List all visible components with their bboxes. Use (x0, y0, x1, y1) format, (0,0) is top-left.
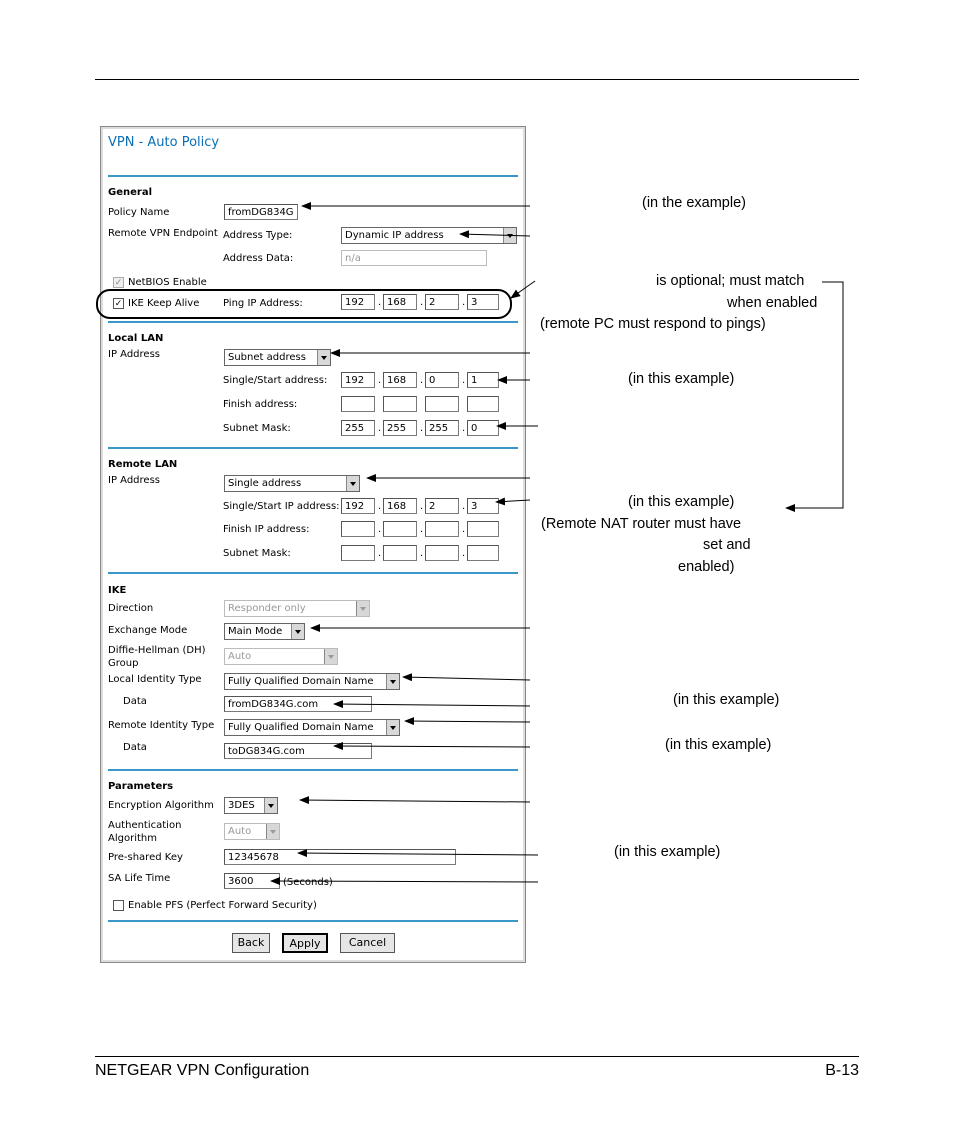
dot: . (420, 524, 424, 535)
dh-label-line1: Diffie-Hellman (DH) (108, 645, 206, 656)
dot: . (378, 375, 382, 386)
panel-title: VPN - Auto Policy (108, 135, 220, 150)
auth-label-line1: Authentication (108, 820, 182, 831)
local-start-octet-3[interactable]: 0 (425, 372, 459, 388)
remote-finish-label: Finish IP address: (223, 524, 310, 535)
local-lan-heading: Local LAN (108, 333, 164, 344)
direction-label: Direction (108, 603, 154, 614)
ping-ip-octet-1[interactable]: 192 (341, 294, 375, 310)
local-start-label: Single/Start address: (223, 375, 328, 386)
callout-line (405, 721, 530, 722)
encryption-value: 3DES (228, 800, 255, 811)
callout-line (334, 704, 530, 706)
local-start-octet-4[interactable]: 1 (467, 372, 499, 388)
local-start-octet-1[interactable]: 192 (341, 372, 375, 388)
callout-line (271, 881, 538, 882)
remote-start-octet-4[interactable]: 3 (467, 498, 499, 514)
ike-heading: IKE (108, 585, 127, 596)
callout-line (496, 500, 530, 502)
local-ip-address-label: IP Address (108, 349, 160, 360)
local-mask-label: Subnet Mask: (223, 423, 291, 434)
local-mask-octet-1[interactable]: 255 (341, 420, 375, 436)
address-data-label: Address Data: (223, 253, 294, 264)
dot: . (420, 501, 424, 512)
dot: . (420, 548, 424, 559)
dot: . (462, 548, 466, 559)
remote-identity-label: Remote Identity Type (108, 720, 215, 731)
dot: . (378, 297, 382, 308)
remote-start-octet-3[interactable]: 2 (425, 498, 459, 514)
note-policy-name: (in the example) (642, 195, 746, 211)
pfs-label: Enable PFS (Perfect Forward Security) (128, 900, 317, 911)
remote-data-label: Data (123, 742, 147, 753)
local-mask-octet-4[interactable]: 0 (467, 420, 499, 436)
dot: . (378, 423, 382, 434)
note-keepalive-3: (remote PC must respond to pings) (540, 316, 766, 332)
bracket-line (786, 282, 843, 508)
local-ip-type-value: Subnet address (228, 352, 306, 363)
footer-page-number: B-13 (825, 1062, 859, 1079)
dot: . (378, 548, 382, 559)
local-mask-octet-2[interactable]: 255 (383, 420, 417, 436)
ping-ip-octet-2[interactable]: 168 (383, 294, 417, 310)
auth-algorithm-value: Auto (228, 826, 252, 837)
address-type-value: Dynamic IP address (345, 230, 444, 241)
psk-input[interactable]: 12345678 (224, 849, 456, 865)
auth-label-line2: Algorithm (108, 833, 157, 844)
exchange-mode-label: Exchange Mode (108, 625, 188, 636)
local-identity-value: Fully Qualified Domain Name (228, 676, 374, 687)
apply-button[interactable]: Apply (282, 933, 328, 953)
note-local-data: (in this example) (673, 692, 780, 708)
ping-ip-octet-3[interactable]: 2 (425, 294, 459, 310)
direction-value: Responder only (228, 603, 306, 614)
policy-name-input[interactable]: fromDG834G (224, 204, 298, 220)
callout-line (403, 677, 530, 680)
dh-group-value: Auto (228, 651, 252, 662)
note-remote-1: (in this example) (628, 494, 735, 510)
address-type-label: Address Type: (223, 230, 293, 241)
ike-keepalive-checkbox[interactable]: ✓ (114, 298, 123, 308)
cancel-button[interactable]: Cancel (340, 933, 395, 953)
remote-mask-label: Subnet Mask: (223, 548, 291, 559)
note-local-start: (in this example) (628, 371, 735, 387)
callout-line (300, 800, 530, 802)
netbios-checkbox[interactable]: ✓ (114, 277, 123, 287)
dot: . (420, 375, 424, 386)
remote-identity-value: Fully Qualified Domain Name (228, 722, 374, 733)
local-finish-label: Finish address: (223, 399, 298, 410)
ping-ip-label: Ping IP Address: (223, 298, 303, 309)
dot: . (420, 297, 424, 308)
remote-start-octet-2[interactable]: 168 (383, 498, 417, 514)
note-remote-data: (in this example) (665, 737, 772, 753)
dot: . (462, 501, 466, 512)
netbios-label: NetBIOS Enable (128, 277, 207, 288)
dot: . (462, 423, 466, 434)
dot: . (378, 524, 382, 535)
dot: . (462, 524, 466, 535)
note-remote-2: (Remote NAT router must have (541, 516, 742, 532)
remote-ip-address-label: IP Address (108, 475, 160, 486)
sa-lifetime-label: SA Life Time (108, 873, 171, 884)
local-start-octet-2[interactable]: 168 (383, 372, 417, 388)
footer-left: NETGEAR VPN Configuration (95, 1062, 310, 1079)
encryption-label: Encryption Algorithm (108, 800, 214, 811)
remote-data-input[interactable]: toDG834G.com (224, 743, 372, 759)
remote-endpoint-label: Remote VPN Endpoint (108, 228, 218, 239)
dh-label-line2: Group (108, 658, 139, 669)
psk-label: Pre-shared Key (108, 852, 183, 863)
callout-line (460, 234, 530, 236)
local-data-input[interactable]: fromDG834G.com (224, 696, 372, 712)
parameters-heading: Parameters (108, 781, 174, 792)
local-data-label: Data (123, 696, 147, 707)
dot: . (462, 375, 466, 386)
note-keepalive-2: when enabled (727, 295, 818, 311)
remote-start-label: Single/Start IP address: (223, 501, 340, 512)
address-data-input[interactable]: n/a (341, 250, 487, 266)
exchange-mode-value: Main Mode (228, 626, 283, 637)
note-keepalive-1: is optional; must match (656, 273, 805, 289)
note-remote-3: set and (703, 537, 751, 553)
remote-ip-type-value: Single address (228, 478, 302, 489)
local-mask-octet-3[interactable]: 255 (425, 420, 459, 436)
callout-line (298, 853, 538, 855)
ping-ip-octet-4[interactable]: 3 (467, 294, 499, 310)
dot: . (378, 501, 382, 512)
sa-lifetime-unit: (Seconds) (283, 877, 333, 888)
policy-name-label: Policy Name (108, 207, 170, 218)
local-identity-label: Local Identity Type (108, 674, 202, 685)
back-button[interactable]: Back (232, 933, 270, 953)
note-psk: (in this example) (614, 844, 721, 860)
dot: . (420, 423, 424, 434)
callout-line (511, 281, 535, 298)
callout-line (334, 746, 530, 747)
remote-start-octet-1[interactable]: 192 (341, 498, 375, 514)
dot: . (462, 297, 466, 308)
general-heading: General (108, 187, 152, 198)
note-remote-4: enabled) (678, 559, 735, 575)
sa-lifetime-input[interactable]: 3600 (224, 873, 280, 889)
remote-lan-heading: Remote LAN (108, 459, 178, 470)
ike-keepalive-label: IKE Keep Alive (128, 298, 200, 309)
